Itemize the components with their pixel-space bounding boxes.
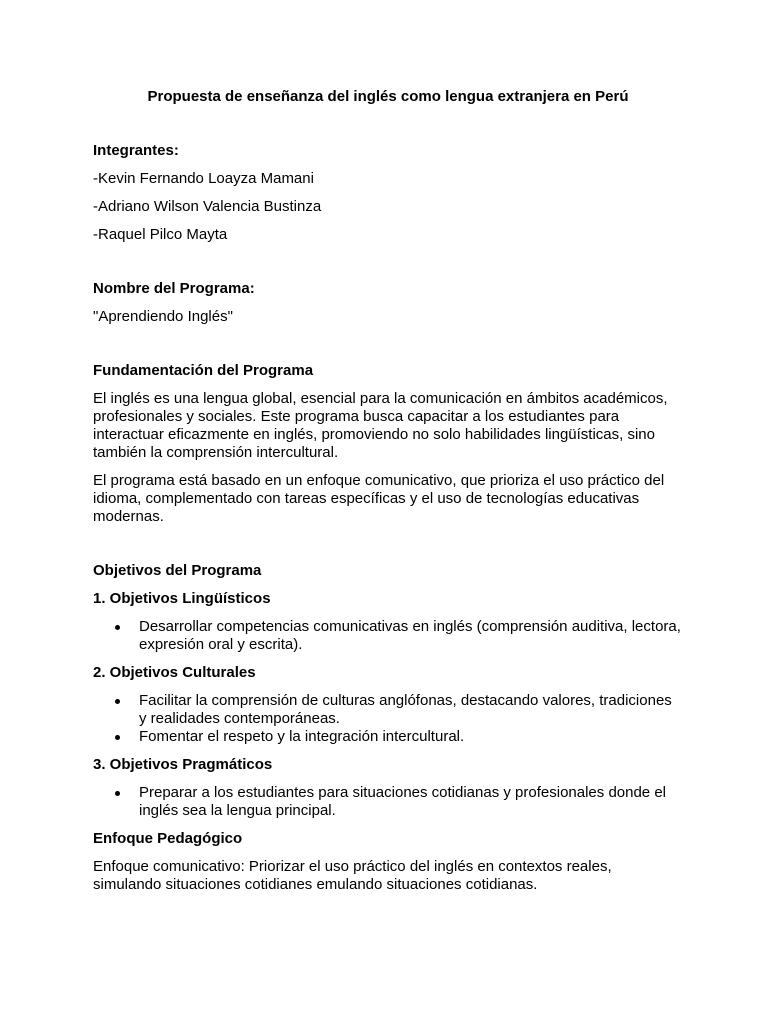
programa-heading: Nombre del Programa: (93, 280, 255, 297)
fundamentacion-heading: Fundamentación del Programa (93, 362, 314, 379)
integrantes-heading: Integrantes: (93, 142, 179, 159)
list-item (93, 692, 683, 728)
list-item-text: Preparar a los estudiantes para situaciones cotidianas y profesionales donde el inglés sea la lengua principal. (139, 784, 666, 819)
fundamentacion-paragraph: El inglés es una lengua global, esencial para la comunicación en ámbitos académicos, profesionales y sociales. Este programa busca capacitar a los estudiantes para interactuar eficazmente en inglés, promoviendo no solo habilidades lingüísticas, sino también la comprensión intercultural. (93, 390, 668, 461)
objetivos-list (93, 784, 683, 820)
enfoque-paragraph: Enfoque comunicativo: Priorizar el uso práctico del inglés en contextos reales, simulando situaciones cotidianes emulando situaciones cotidianas. (93, 858, 612, 893)
member-name: -Adriano Wilson Valencia Bustinza (93, 198, 322, 215)
list-item-text: Fomentar el respeto y la integración intercultural. (139, 728, 465, 745)
list-item (93, 618, 683, 654)
fundamentacion-paragraph: El programa está basado en un enfoque comunicativo, que prioriza el uso práctico del idioma, complementado con tareas específicas y el uso de tecnologías educativas modernas. (93, 472, 665, 525)
member-name: -Kevin Fernando Loayza Mamani (93, 170, 314, 187)
document-body (93, 88, 683, 894)
list-item-text: Facilitar la comprensión de culturas anglófonas, destacando valores, tradiciones y realidades contemporáneas. (139, 692, 672, 727)
objetivos-list (93, 618, 683, 654)
document-title: Propuesta de enseñanza del inglés como lengua extranjera en Perú (147, 88, 629, 105)
list-item (93, 784, 683, 820)
objetivos-group-heading: 1. Objetivos Lingüísticos (93, 590, 271, 607)
list-item (93, 728, 683, 746)
member-name: -Raquel Pilco Mayta (93, 226, 228, 243)
list-item-text: Desarrollar competencias comunicativas en inglés (comprensión auditiva, lectora, expresión oral y escrita). (139, 618, 681, 653)
objetivos-group-heading: 3. Objetivos Pragmáticos (93, 756, 273, 773)
objetivos-group-heading: 2. Objetivos Culturales (93, 664, 256, 681)
objetivos-heading: Objetivos del Programa (93, 562, 262, 579)
objetivos-list (93, 692, 683, 746)
programa-name: "Aprendiendo Inglés" (93, 308, 233, 325)
enfoque-heading: Enfoque Pedagógico (93, 830, 243, 847)
